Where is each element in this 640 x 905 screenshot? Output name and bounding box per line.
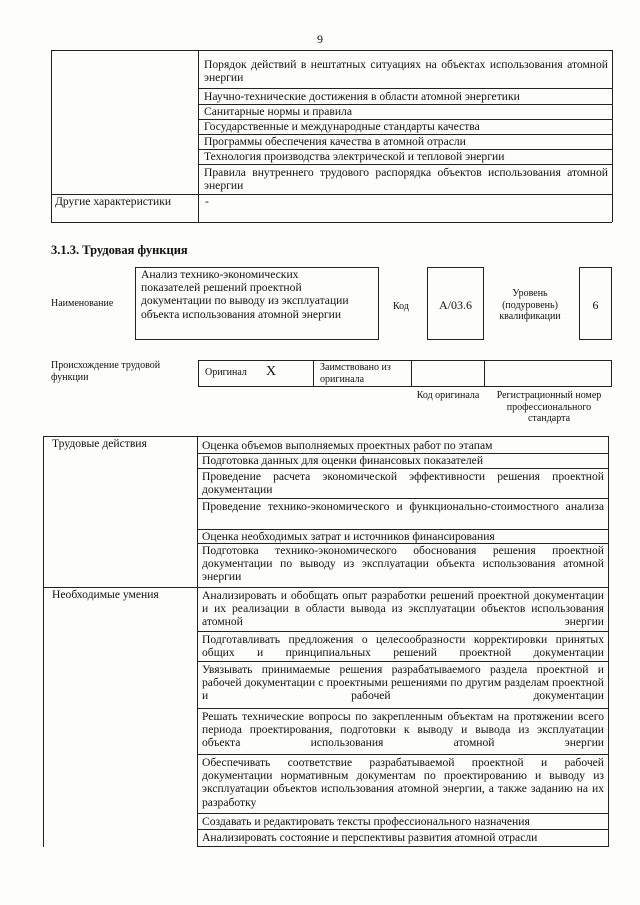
original-label: Оригинал xyxy=(205,367,247,378)
code-original-caption: Код оригинала xyxy=(416,390,480,401)
original-mark: X xyxy=(266,364,277,379)
action-item: Проведение расчета экономической эффективности решения проектной документации xyxy=(202,470,604,497)
action-item: Оценка необходимых затрат и источников финансирования xyxy=(202,530,495,543)
action-item: Подготовка технико-экономического обоснования решения проектной документации по выводу из эксплуатации объекта использования атомной энергии xyxy=(202,544,604,584)
skill-item: Решать технические вопросы по закрепленным объектам на протяжении всего периода проектирования, подготовки к выводу и вывода из эксплуатации объекта использования атомной энергии xyxy=(202,710,604,750)
code-label: Код xyxy=(393,301,409,312)
skill-item: Анализировать и обобщать опыт разработки решений проектной документации и их реализации в области вывода из эксплуатации объектов использования атомной энергии xyxy=(202,589,604,629)
origin-label: Происхождение трудовой функции xyxy=(51,360,161,383)
code-value: А/03.6 xyxy=(439,298,472,312)
knowledge-item: Санитарные нормы и правила xyxy=(204,105,352,118)
knowledge-item: Государственные и международные стандарты качества xyxy=(204,120,480,133)
page-number: 9 xyxy=(317,32,323,46)
skills-label: Необходимые умения xyxy=(52,588,159,601)
level-value: 6 xyxy=(592,298,599,312)
action-item: Подготовка данных для оценки финансовых показателей xyxy=(202,454,484,467)
skill-item: Увязывать принимаемые решения разрабатываемого раздела проектной и рабочей документации с проектными решениями по другим разделам проектной и рабочей документации xyxy=(202,663,604,703)
knowledge-item: Программы обеспечения качества в атомной отрасли xyxy=(204,135,466,148)
knowledge-item: Порядок действий в нештатных ситуациях на объектах использования атомной энергии xyxy=(204,58,608,85)
skill-item: Обеспечивать соответствие разрабатываемой проектной и рабочей документации нормативным документам по проектированию и выводу из эксплуатации объектов использования атомной энергии, а также заданию на их разработку xyxy=(202,756,604,809)
knowledge-item: Научно-технические достижения в области атомной энергетики xyxy=(204,90,520,103)
actions-label: Трудовые действия xyxy=(52,437,147,450)
action-item: Оценка объемов выполняемых проектных работ по этапам xyxy=(202,439,493,452)
skill-item: Анализировать состояние и перспективы развития атомной отрасли xyxy=(202,831,538,844)
name-label: Наименование xyxy=(51,298,114,309)
skill-item: Подготавливать предложения о целесообразности корректировки принятых общих и принципиальных решений проектной документации xyxy=(202,633,604,660)
level-label: Уровень (подуровень) квалификации xyxy=(499,288,561,322)
other-characteristics-value: - xyxy=(205,195,209,208)
knowledge-item: Технология производства электрической и тепловой энергии xyxy=(204,150,505,163)
other-characteristics-label: Другие характеристики xyxy=(55,195,172,208)
reg-number-caption: Регистрационный номер профессионального стандарта xyxy=(496,390,602,424)
name-value: Анализ технико-экономических показателей решений проектной документации по выводу из эксплуатации объекта использования атомной энергии xyxy=(141,268,349,321)
knowledge-item: Правила внутреннего трудового распорядка объектов использования атомной энергии xyxy=(204,166,608,193)
action-item: Проведение технико-экономического и функционально-стоимостного анализа xyxy=(202,500,604,513)
section-title: 3.1.3. Трудовая функция xyxy=(51,243,188,257)
borrowed-label: Заимствовано из оригинала xyxy=(320,362,391,385)
skill-item: Создавать и редактировать тексты профессионального назначения xyxy=(202,815,530,828)
